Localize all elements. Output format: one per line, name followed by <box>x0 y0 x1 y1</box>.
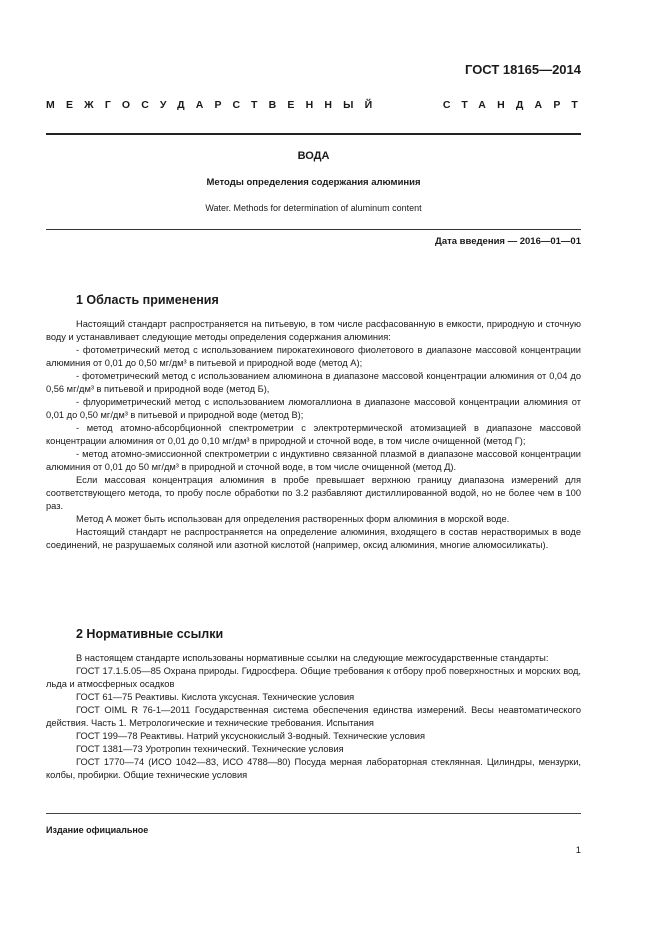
reference-item: ГОСТ 1381—73 Уротропин технический. Технические условия <box>76 744 344 754</box>
english-title: Water. Methods for determination of aluminum content <box>205 203 422 213</box>
reference-item: ГОСТ 61—75 Реактивы. Кислота уксусная. Технические условия <box>76 692 355 702</box>
section-1-body <box>46 318 581 552</box>
dilution-paragraph: Если массовая концентрация алюминия в пробе превышает верхнюю границу диапазона измерений для соответствующего метода, то пробу после обработки по 3.2 разбавляют дистиллированной водой, но не более чем в 100 раз. <box>46 475 581 511</box>
page-number: 1 <box>575 845 581 856</box>
method-a: - фотометрический метод с использованием пирокатехинового фиолетового в диапазоне массовой концентрации алюминия от 0,01 до 0,50 мг/дм³ в питьевой и природной воде (метод А); <box>46 345 581 368</box>
reference-item: ГОСТ 199—78 Реактивы. Натрий уксуснокислый 3-водный. Технические условия <box>76 731 426 741</box>
seawater-paragraph: Метод А может быть использован для определения растворенных форм алюминия в морской воде. <box>76 514 510 524</box>
section-1-heading: 1 Область применения <box>76 293 219 307</box>
reference-item: ГОСТ 17.1.5.05—85 Охрана природы. Гидросфера. Общие требования к отбору проб поверхностных и морских вод, льда и атмосферных осадков <box>46 666 581 689</box>
official-edition-note: Издание официальное <box>46 825 149 835</box>
title-divider <box>46 229 581 230</box>
reference-item: ГОСТ 1770—74 (ИСО 1042—83, ИСО 4788—80) Посуда мерная лабораторная стеклянная. Цилиндры, мензурки, колбы, пробирки. Общие технические условия <box>46 757 581 780</box>
interstate-standard-banner <box>46 99 589 113</box>
exclusion-paragraph: Настоящий стандарт не распространяется на определение алюминия, входящего в состав нерастворимых в воде соединений, не разрушаемых соляной или азотной кислотой (например, оксид алюминия, многие алюмосиликаты). <box>46 527 581 550</box>
section-2-heading: 2 Нормативные ссылки <box>76 627 224 641</box>
standard-number: ГОСТ 18165—2014 <box>465 62 581 77</box>
footer-divider <box>46 813 581 814</box>
method-v: - флуориметрический метод с использованием люмогаллиона в диапазоне массовой концентрации алюминия от 0,01 до 0,50 мг/дм³ в питьевой и природной воде (метод В); <box>46 397 581 420</box>
reference-item: ГОСТ OIML R 76-1—2011 Государственная система обеспечения единства измерений. Весы неавтоматического действия. Часть 1. Метрологические и технические требования. Испытания <box>46 705 581 728</box>
interstate-word: МЕЖГОСУДАРСТВЕННЫЙ <box>46 99 384 111</box>
section-2-body <box>46 652 581 782</box>
document-title: ВОДА <box>297 150 330 162</box>
document-subtitle: Методы определения содержания алюминия <box>206 177 421 188</box>
method-g: - метод атомно-абсорбционной спектрометрии с электротермической атомизацией в диапазоне массовой концентрации алюминия от 0,01 до 0,10 мг/дм³ в природной и сточной воде, в том числе очищенной (метод Г); <box>46 423 581 446</box>
references-intro: В настоящем стандарте использованы нормативные ссылки на следующие межгосударственные стандарты: <box>76 653 549 663</box>
header-divider <box>46 133 581 135</box>
standard-word: СТАНДАРТ <box>442 99 589 111</box>
method-d: - метод атомно-эмиссионной спектрометрии с индуктивно связанной плазмой в диапазоне массовой концентрации алюминия от 0,01 до 50 мг/дм³ в природной и сточной воде, в том числе очищенной (метод Д). <box>46 449 581 472</box>
scope-paragraph: Настоящий стандарт распространяется на питьевую, в том числе расфасованную в емкости, природную и сточную воду и устанавливает следующие методы определения содержания алюминия: <box>46 319 581 342</box>
method-b: - фотометрический метод с использованием алюминона в диапазоне массовой концентрации алюминия от 0,04 до 0,56 мг/дм³ в питьевой и природной воде (метод Б), <box>46 371 581 394</box>
effective-date: Дата введения — 2016—01—01 <box>435 236 581 247</box>
